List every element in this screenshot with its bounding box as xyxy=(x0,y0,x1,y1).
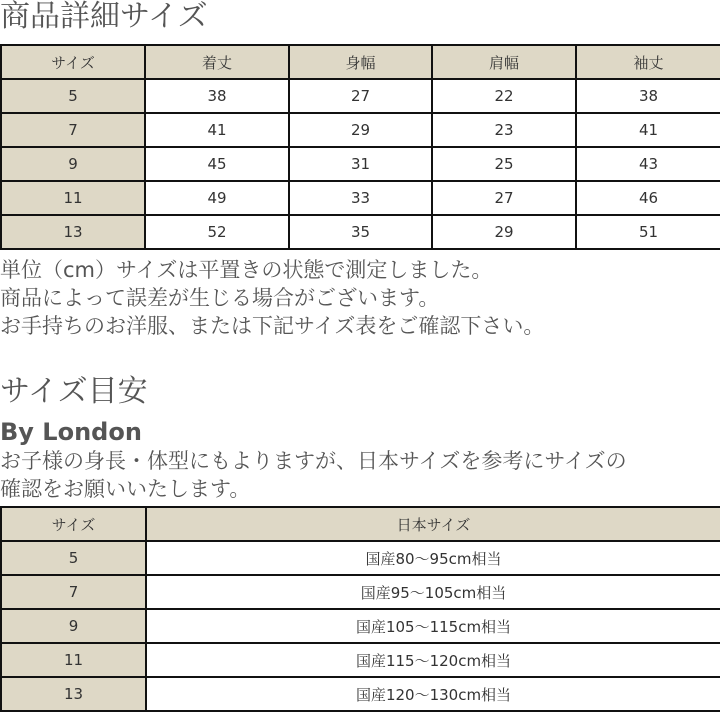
size-cell: 11 xyxy=(1,643,146,677)
col-header-japan-size: 日本サイズ xyxy=(146,507,720,541)
note-line: お子様の身長・体型にもよりますが、日本サイズを参考にサイズの xyxy=(0,449,627,473)
size-cell: 7 xyxy=(1,113,145,147)
table-row xyxy=(1,79,720,113)
table-row xyxy=(1,677,720,711)
japan-size-cell: 国産80～95cm相当 xyxy=(146,541,720,575)
col-header-length: 着丈 xyxy=(145,45,289,79)
sleeve-cell: 43 xyxy=(576,147,720,181)
sleeve-cell: 41 xyxy=(576,113,720,147)
size-detail-title: 商品詳細サイズ xyxy=(0,0,208,34)
sleeve-cell: 38 xyxy=(576,79,720,113)
size-detail-table xyxy=(0,44,720,250)
shoulder-cell: 27 xyxy=(432,181,576,215)
width-cell: 31 xyxy=(289,147,432,181)
length-cell: 41 xyxy=(145,113,289,147)
note-line: 単位（cm）サイズは平置きの状態で測定しました。 xyxy=(0,258,493,282)
size-guide-title: サイズ目安 xyxy=(0,374,148,409)
width-cell: 35 xyxy=(289,215,432,249)
shoulder-cell: 25 xyxy=(432,147,576,181)
shoulder-cell: 29 xyxy=(432,215,576,249)
length-cell: 49 xyxy=(145,181,289,215)
size-cell: 7 xyxy=(1,575,146,609)
shoulder-cell: 23 xyxy=(432,113,576,147)
size-cell: 9 xyxy=(1,147,145,181)
table-row xyxy=(1,215,720,249)
length-cell: 52 xyxy=(145,215,289,249)
col-header-shoulder: 肩幅 xyxy=(432,45,576,79)
table-row xyxy=(1,147,720,181)
col-header-size: サイズ xyxy=(1,45,145,79)
table-row xyxy=(1,113,720,147)
col-header-sleeve: 袖丈 xyxy=(576,45,720,79)
width-cell: 33 xyxy=(289,181,432,215)
length-cell: 45 xyxy=(145,147,289,181)
length-cell: 38 xyxy=(145,79,289,113)
note-line: 確認をお願いいたします。 xyxy=(0,477,251,501)
note-line: お手持ちのお洋服、または下記サイズ表をご確認下さい。 xyxy=(0,314,545,338)
size-cell: 9 xyxy=(1,609,146,643)
width-cell: 29 xyxy=(289,113,432,147)
table-header-row xyxy=(1,45,720,79)
size-cell: 5 xyxy=(1,79,145,113)
table-row xyxy=(1,181,720,215)
size-cell: 13 xyxy=(1,215,145,249)
table-row xyxy=(1,541,720,575)
col-header-size: サイズ xyxy=(1,507,146,541)
japan-size-cell: 国産105～115cm相当 xyxy=(146,609,720,643)
japan-size-cell: 国産115～120cm相当 xyxy=(146,643,720,677)
col-header-width: 身幅 xyxy=(289,45,432,79)
japan-size-cell: 国産120～130cm相当 xyxy=(146,677,720,711)
table-header-row xyxy=(1,507,720,541)
sleeve-cell: 51 xyxy=(576,215,720,249)
note-line: 商品によって誤差が生じる場合がございます。 xyxy=(0,286,440,310)
size-cell: 13 xyxy=(1,677,146,711)
measurement-notes xyxy=(0,256,544,340)
shoulder-cell: 22 xyxy=(432,79,576,113)
width-cell: 27 xyxy=(289,79,432,113)
table-row xyxy=(1,643,720,677)
guide-notes xyxy=(0,447,627,503)
size-cell: 5 xyxy=(1,541,146,575)
brand-name: By London xyxy=(0,418,142,446)
size-guide-table xyxy=(0,506,720,712)
japan-size-cell: 国産95～105cm相当 xyxy=(146,575,720,609)
size-cell: 11 xyxy=(1,181,145,215)
table-row xyxy=(1,609,720,643)
table-row xyxy=(1,575,720,609)
sleeve-cell: 46 xyxy=(576,181,720,215)
